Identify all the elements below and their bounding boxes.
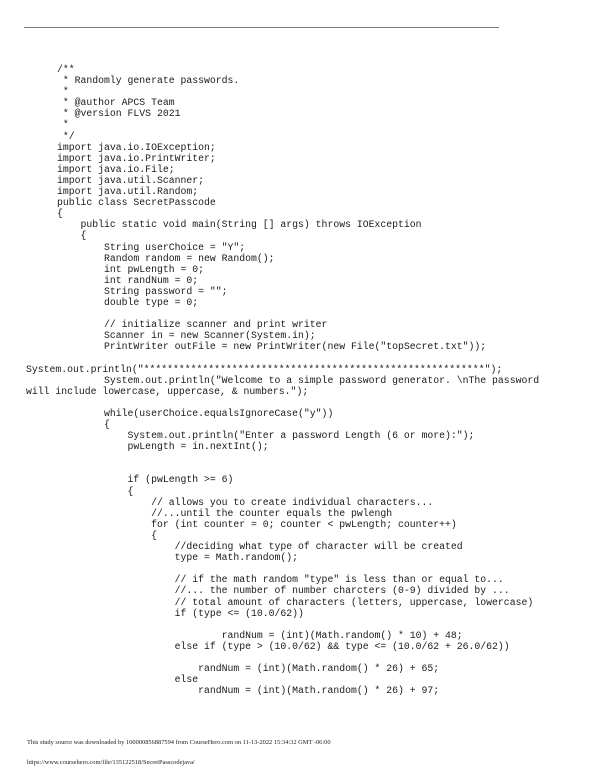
code-line: randNum = (int)(Math.random() * 10) + 48; — [57, 629, 463, 641]
code-line: import java.io.PrintWriter; — [57, 152, 216, 164]
code-line: if (pwLength >= 6) — [57, 474, 234, 486]
code-line: if (type <= (10.0/62)) — [57, 607, 304, 619]
code-line: { — [57, 529, 157, 541]
code-line — [57, 652, 539, 663]
code-line: // total amount of characters (letters, uppercase, lowercase) — [57, 596, 534, 608]
code-line: { — [57, 485, 134, 497]
code-line: { — [57, 230, 87, 242]
code-line: import java.util.Random; — [57, 186, 199, 198]
code-line: */ — [57, 130, 75, 142]
code-line: String userChoice = "Y"; — [57, 241, 246, 253]
code-line: pwLength = in.nextInt(); — [57, 441, 269, 453]
code-line — [57, 308, 539, 319]
code-line: /** — [57, 64, 75, 75]
code-line — [57, 463, 539, 474]
code-line: //... the number of number charcters (0-9) divided by ... — [57, 585, 510, 597]
code-line: System.out.println("Welcome to a simple password generator. \nThe password — [57, 374, 540, 386]
code-line: randNum = (int)(Math.random() * 26) + 97; — [57, 685, 440, 697]
code-line: public class SecretPasscode — [57, 197, 216, 209]
code-line: //deciding what type of character will be created — [57, 541, 463, 553]
code-line: import java.io.IOException; — [57, 141, 216, 153]
code-line: * @author APCS Team — [57, 97, 175, 109]
code-line: PrintWriter outFile = new PrintWriter(new File("topSecret.txt")); — [57, 341, 487, 353]
code-line: Random random = new Random(); — [57, 252, 275, 264]
code-line — [57, 563, 539, 574]
code-line: import java.util.Scanner; — [57, 174, 204, 186]
code-line: randNum = (int)(Math.random() * 26) + 65; — [57, 663, 440, 675]
code-line: else if (type > (10.0/62) && type <= (10.0/62 + 26.0/62)) — [57, 640, 510, 652]
code-line: while(userChoice.equalsIgnoreCase("y")) — [57, 407, 334, 419]
code-line: * — [57, 86, 69, 98]
code-line: // if the math random "type" is less than or equal to... — [57, 574, 504, 586]
code-line: System.out.println("**********************************************************"); — [26, 363, 503, 375]
code-line: else — [57, 674, 199, 686]
code-line — [57, 452, 539, 463]
code-line: type = Math.random(); — [57, 552, 299, 564]
code-line: * — [57, 119, 69, 131]
code-line: { — [57, 208, 63, 220]
code-line: will include lowercase, uppercase, & numbers."); — [26, 385, 309, 397]
page-header-rule — [24, 27, 499, 28]
code-line: int randNum = 0; — [57, 274, 199, 286]
source-url[interactable]: https://www.coursehero.com/file/135122518/SecretPasscodejava/ — [27, 759, 195, 766]
code-line: for (int counter = 0; counter < pwLength; counter++) — [57, 518, 457, 530]
code-line — [57, 397, 539, 408]
code-line: //...until the counter equals the pwlengh — [57, 507, 393, 519]
download-source-notice: This study source was downloaded by 100000856887594 from CourseHero.com on 11-13-2022 15:34:32 GMT -06:00 — [27, 739, 331, 746]
code-line: // initialize scanner and print writer — [57, 319, 328, 331]
code-line — [57, 619, 539, 630]
code-line: String password = ""; — [57, 285, 228, 297]
code-line: * @version FLVS 2021 — [57, 108, 181, 120]
code-line: import java.io.File; — [57, 163, 175, 175]
code-line: * Randomly generate passwords. — [57, 75, 240, 87]
code-line: Scanner in = new Scanner(System.in); — [57, 330, 316, 342]
code-line: System.out.println("Enter a password Length (6 or more):"); — [57, 430, 475, 442]
code-line: public static void main(String [] args) throws IOException — [57, 219, 422, 231]
code-line — [57, 352, 539, 363]
code-line: { — [57, 419, 110, 430]
code-line: // allows you to create individual characters... — [57, 496, 434, 508]
code-line: double type = 0; — [57, 296, 199, 308]
code-line: int pwLength = 0; — [57, 263, 204, 275]
java-source-code — [26, 64, 540, 697]
